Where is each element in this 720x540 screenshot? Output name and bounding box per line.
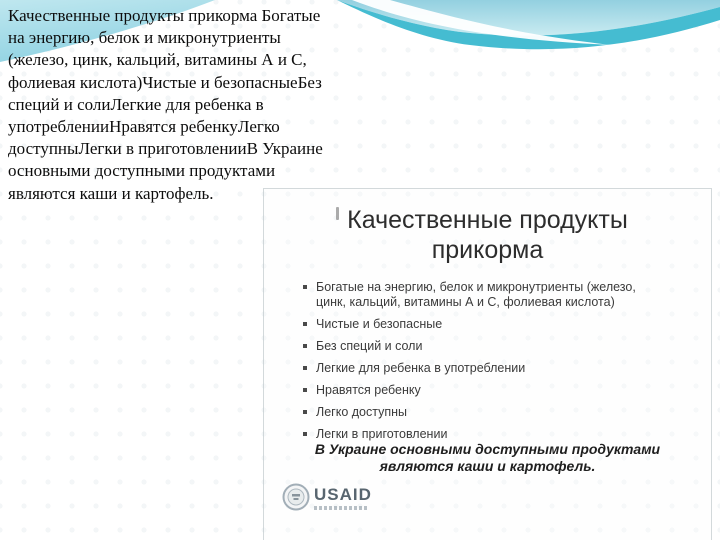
bullet-item [300,280,638,309]
bullet-item [300,317,638,332]
outline-line: специй и солиЛегкие для ребенка в [8,94,264,114]
bullet-item [300,361,638,376]
bullet-square-icon [303,322,307,326]
outline-line: употребленииНравятся ребенкуЛегко [8,117,280,137]
bullet-item [300,339,638,354]
usaid-wordmark-block [314,486,372,510]
slide-title: Качественные продукты прикорма [347,206,628,264]
bullet-square-icon [303,410,307,414]
usaid-seal-icon [282,483,310,511]
bullet-square-icon [303,388,307,392]
embedded-slide-image [263,188,712,540]
bullet-text: Легко доступны [316,404,408,419]
outline-line: основными доступными продуктами [8,161,276,181]
outline-line: фолиевая кислота)Чистые и безопасныеБез [8,72,322,92]
key-statement: В Украине основными доступными продуктами являются каши и картофель. [314,441,661,474]
bullet-item [300,383,638,398]
bullet-text: Легкие для ребенка в употреблении [316,360,526,375]
bullet-text: Легки в приготовлении [316,426,448,441]
outline-line: (железо, цинк, кальций, витамины А и С, [8,50,307,70]
outline-line: Качественные продукты прикорма Богатые [8,6,321,25]
bullet-text: Без специй и соли [316,338,423,353]
bullet-square-icon [303,432,307,436]
usaid-wordmark: USAID [314,485,372,504]
outline-line: являются каши и картофель. [8,183,214,203]
bullet-square-icon [303,344,307,348]
bullet-text: Нравятся ребенку [316,382,421,397]
outline-line: на энергию, белок и микронутриенты [8,28,281,48]
usaid-logo [282,483,372,511]
bullet-item [300,405,638,420]
bullet-text: Чистые и безопасные [316,316,443,331]
outline-line: доступныЛегки в приготовленииВ Украине [8,139,323,159]
usaid-tagline-smudge [314,506,369,510]
bullet-item [300,427,638,442]
bullet-square-icon [303,285,307,289]
bullet-square-icon [303,366,307,370]
bullet-list [300,280,711,441]
bullet-text: Богатые на энергию, белок и микронутриенты (железо, цинк, кальций, витамины А и С, фолиевая кислота) [316,280,636,309]
outline-text-block [8,5,360,205]
